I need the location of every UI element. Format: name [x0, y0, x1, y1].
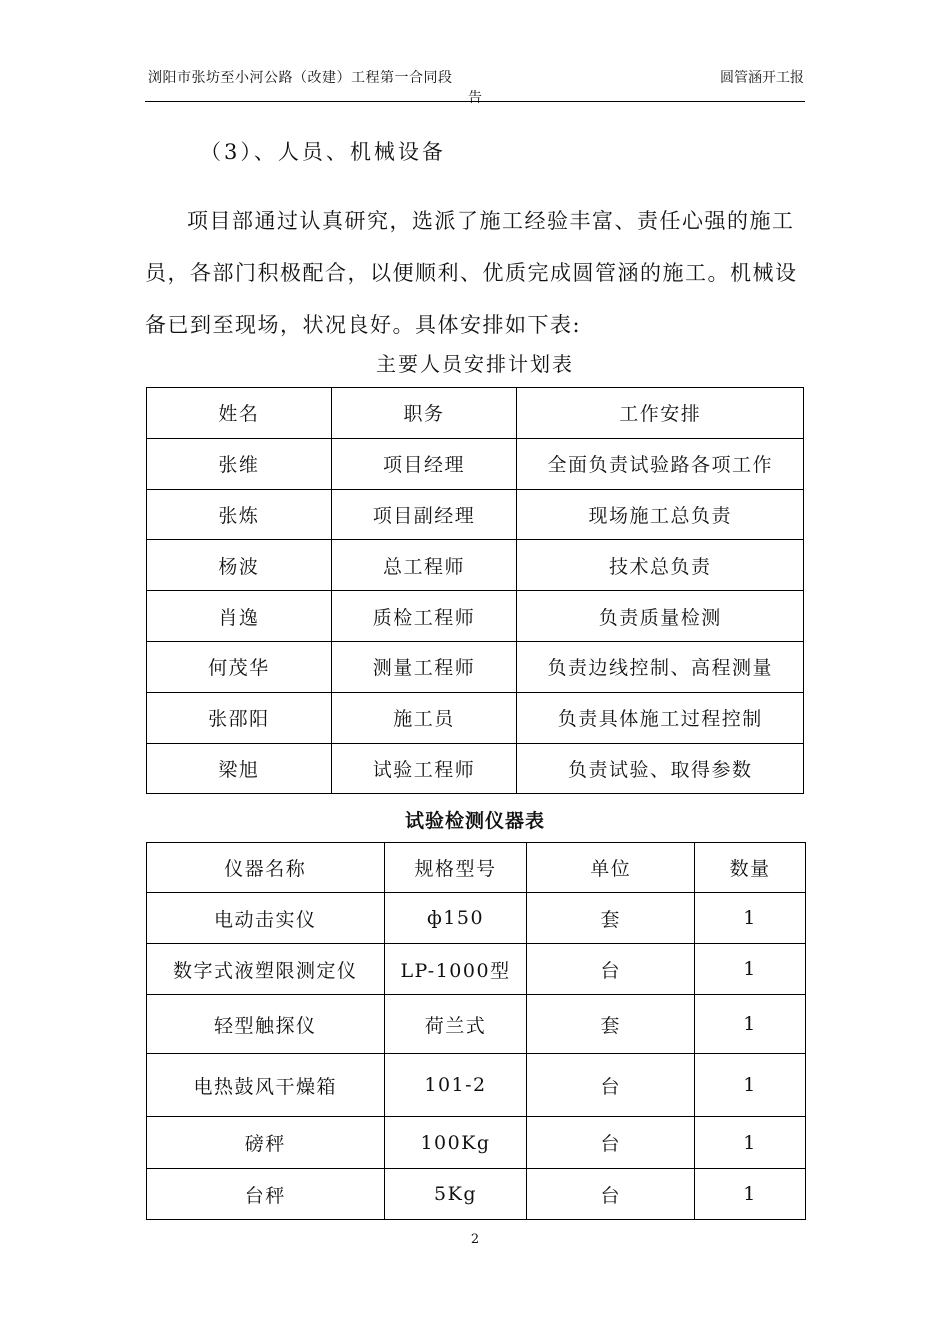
table-row — [147, 893, 806, 944]
table-row — [147, 591, 804, 642]
staff-position-cell: 试验工程师 — [331, 743, 517, 794]
instrument-model-cell: ф150 — [384, 893, 527, 944]
staff-position-cell: 施工员 — [331, 692, 517, 743]
instrument-model-cell: LP-1000型 — [384, 944, 527, 995]
header-project-title — [148, 68, 668, 108]
staff-position-cell: 质检工程师 — [331, 591, 517, 642]
instrument-qty-cell: 1 — [695, 995, 806, 1054]
staff-name-cell: 张维 — [147, 438, 332, 489]
instrument-name-cell: 台秤 — [147, 1169, 385, 1220]
header-divider — [145, 101, 805, 102]
instrument-name-cell: 数字式液塑限测定仪 — [147, 944, 385, 995]
instrument-table — [146, 842, 806, 1220]
instrument-unit-cell: 台 — [527, 1117, 695, 1169]
instrument-qty-cell: 1 — [695, 1117, 806, 1169]
table-row — [147, 995, 806, 1054]
staff-duty-cell: 技术总负责 — [517, 540, 804, 591]
staff-duty-cell: 负责质量检测 — [517, 591, 804, 642]
staff-duty-cell: 负责试验、取得参数 — [517, 743, 804, 794]
header-cell: 单位 — [527, 843, 695, 893]
page-number: 2 — [470, 1232, 480, 1247]
instrument-name-cell: 电动击实仪 — [147, 893, 385, 944]
header-cell: 职务 — [331, 388, 517, 439]
table-row — [147, 641, 804, 692]
table-row — [147, 743, 804, 794]
staff-table — [146, 387, 804, 794]
instrument-unit-cell: 台 — [527, 944, 695, 995]
staff-duty-cell: 负责边线控制、高程测量 — [517, 641, 804, 692]
table-row — [147, 1169, 806, 1220]
staff-position-cell: 测量工程师 — [331, 641, 517, 692]
header-title-line2: 告 — [468, 90, 483, 106]
header-cell: 数量 — [695, 843, 806, 893]
header-cell: 工作安排 — [517, 388, 804, 439]
staff-duty-cell: 现场施工总负责 — [517, 489, 804, 540]
section-title: （3）、人员、机械设备 — [200, 140, 446, 164]
instrument-name-cell: 电热鼓风干燥箱 — [147, 1054, 385, 1117]
staff-name-cell: 梁旭 — [147, 743, 332, 794]
staff-name-cell: 张邵阳 — [147, 692, 332, 743]
staff-duty-cell: 全面负责试验路各项工作 — [517, 438, 804, 489]
instrument-header-row — [147, 843, 806, 893]
staff-duty-cell: 负责具体施工过程控制 — [517, 692, 804, 743]
header-doc-type: 圆管涵开工报 — [720, 70, 804, 86]
instrument-qty-cell: 1 — [695, 1054, 806, 1117]
instrument-model-cell: 101-2 — [384, 1054, 527, 1117]
staff-name-cell: 张炼 — [147, 489, 332, 540]
instrument-qty-cell: 1 — [695, 1169, 806, 1220]
instrument-unit-cell: 套 — [527, 995, 695, 1054]
instrument-unit-cell: 套 — [527, 893, 695, 944]
table-row — [147, 489, 804, 540]
staff-name-cell: 何茂华 — [147, 641, 332, 692]
staff-name-cell: 肖逸 — [147, 591, 332, 642]
instrument-name-cell: 轻型触探仪 — [147, 995, 385, 1054]
instrument-qty-cell: 1 — [695, 893, 806, 944]
header-cell: 仪器名称 — [147, 843, 385, 893]
header-cell: 规格型号 — [384, 843, 527, 893]
instrument-qty-cell: 1 — [695, 944, 806, 995]
staff-position-cell: 总工程师 — [331, 540, 517, 591]
header-cell: 姓名 — [147, 388, 332, 439]
instrument-model-cell: 5Kg — [384, 1169, 527, 1220]
instrument-name-cell: 磅秤 — [147, 1117, 385, 1169]
staff-position-cell: 项目副经理 — [331, 489, 517, 540]
header-title-line1: 浏阳市张坊至小河公路（改建）工程第一合同段 — [148, 70, 453, 86]
table-row — [147, 1054, 806, 1117]
staff-table-caption: 主要人员安排计划表 — [376, 352, 574, 376]
table-row — [147, 692, 804, 743]
instrument-model-cell: 100Kg — [384, 1117, 527, 1169]
instrument-unit-cell: 台 — [527, 1169, 695, 1220]
table-row — [147, 438, 804, 489]
staff-name-cell: 杨波 — [147, 540, 332, 591]
table-row — [147, 1117, 806, 1169]
instrument-model-cell: 荷兰式 — [384, 995, 527, 1054]
table-row — [147, 540, 804, 591]
staff-position-cell: 项目经理 — [331, 438, 517, 489]
body-paragraph: 项目部通过认真研究，选派了施工经验丰富、责任心强的施工员，各部门积极配合，以便顺利、优质完成圆管涵的施工。机械设备已到至现场，状况良好。具体安排如下表: — [145, 209, 798, 337]
table-row — [147, 944, 806, 995]
instrument-table-caption: 试验检测仪器表 — [404, 810, 545, 832]
instrument-unit-cell: 台 — [527, 1054, 695, 1117]
staff-header-row — [147, 388, 804, 439]
